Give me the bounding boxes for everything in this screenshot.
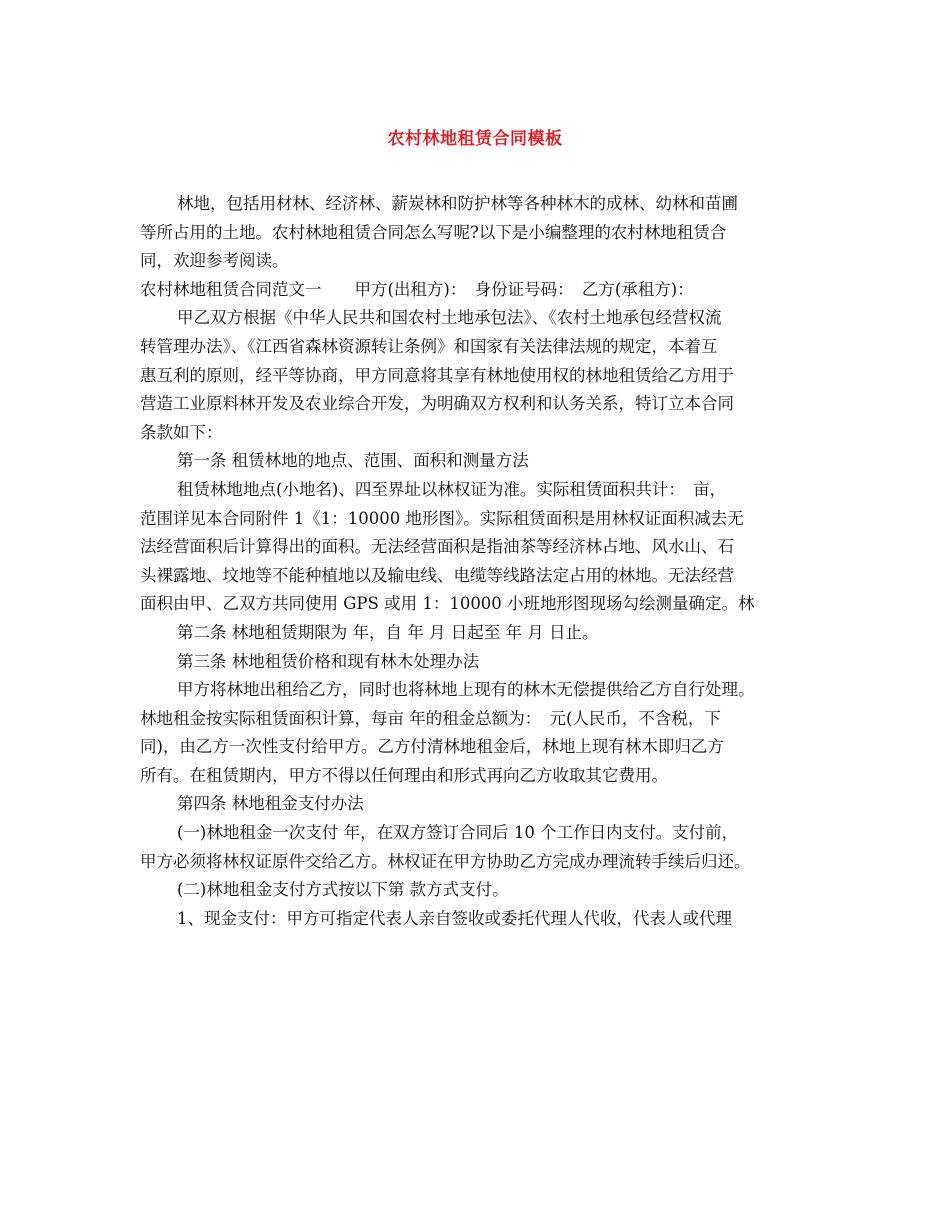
text-line: 甲方必须将林权证原件交给乙方。林权证在甲方协助乙方完成办理流转手续后归还。 (140, 851, 751, 871)
text-line: 第四条 林地租金支付办法 (177, 794, 364, 814)
text-line: (一)林地租金一次支付 年，在双方签订合同后 10 个工作日内支付。支付前， (177, 823, 739, 843)
text-line: 林地，包括用材林、经济林、薪炭林和防护林等各种林木的成林、幼林和苗圃 (177, 194, 738, 213)
text-line: 同)，由乙方一次性支付给甲方。乙方付清林地租金后，林地上现有林木即归乙方 (140, 737, 724, 757)
text-line: 所有。在租赁期内，甲方不得以任何理由和形式再向乙方收取其它费用。 (140, 765, 668, 785)
text-line: 1、现金支付：甲方可指定代表人亲自签收或委托代理人代收，代表人或代理 (177, 908, 732, 928)
text-line: 同，欢迎参考阅读。 (140, 251, 289, 271)
text-line: 范围详见本合同附件 1《1：10000 地形图》。实际租赁面积是用林权证面积减去无 (140, 508, 744, 528)
text-line: 面积由甲、乙双方共同使用 GPS 或用 1：10000 小班地形图现场勾绘测量确定。林 (140, 594, 755, 614)
text-line: 惠互利的原则，经平等协商，甲方同意将其享有林地使用权的林地租赁给乙方用于 (140, 365, 734, 385)
text-line: (二)林地租金支付方式按以下第 款方式支付。 (177, 880, 509, 900)
text-line: 转管理办法》、《江西省森林资源转让条例》和国家有关法律法规的规定，本着互 (140, 336, 718, 356)
text-line: 林地租金按实际租赁面积计算，每亩 年的租金总额为： 元(人民币，不含税，下 (140, 708, 721, 728)
text-line: 等所占用的土地。农村林地租赁合同怎么写呢?以下是小编整理的农村林地租赁合 (140, 222, 727, 242)
text-line: 第三条 林地租赁价格和现有林木处理办法 (177, 651, 480, 671)
text-line: 第一条 租赁林地的地点、范围、面积和测量方法 (177, 451, 529, 471)
text-line: 甲乙双方根据《中华人民共和国农村土地承包法》、《农村土地承包经营权流 (177, 308, 722, 328)
text-line: 法经营面积后计算得出的面积。无法经营面积是指油茶等经济林占地、风水山、石 (140, 537, 734, 557)
document-body (140, 190, 840, 933)
text-line: 头裸露地、坟地等不能种植地以及输电线、电缆等线路法定占用的林地。无法经营 (140, 565, 734, 585)
text-line: 农村林地租赁合同范文一 甲方(出租方)： 身份证号码： 乙方(承租方)： (140, 279, 694, 299)
document-title: 农村林地租赁合同模板 (387, 129, 563, 149)
text-line: 甲方将林地出租给乙方，同时也将林地上现有的林木无偿提供给乙方自行处理。 (177, 680, 755, 700)
text-line: 第二条 林地租赁期限为 年，自 年 月 日起至 年 月 日止。 (177, 622, 599, 642)
text-line: 租赁林地地点(小地名)、四至界址以林权证为准。实际租赁面积共计： 亩， (177, 479, 727, 499)
text-line: 条款如下： (140, 422, 223, 442)
text-line: 营造工业原料林开发及农业综合开发，为明确双方权利和认务关系，特订立本合同 (140, 394, 734, 414)
